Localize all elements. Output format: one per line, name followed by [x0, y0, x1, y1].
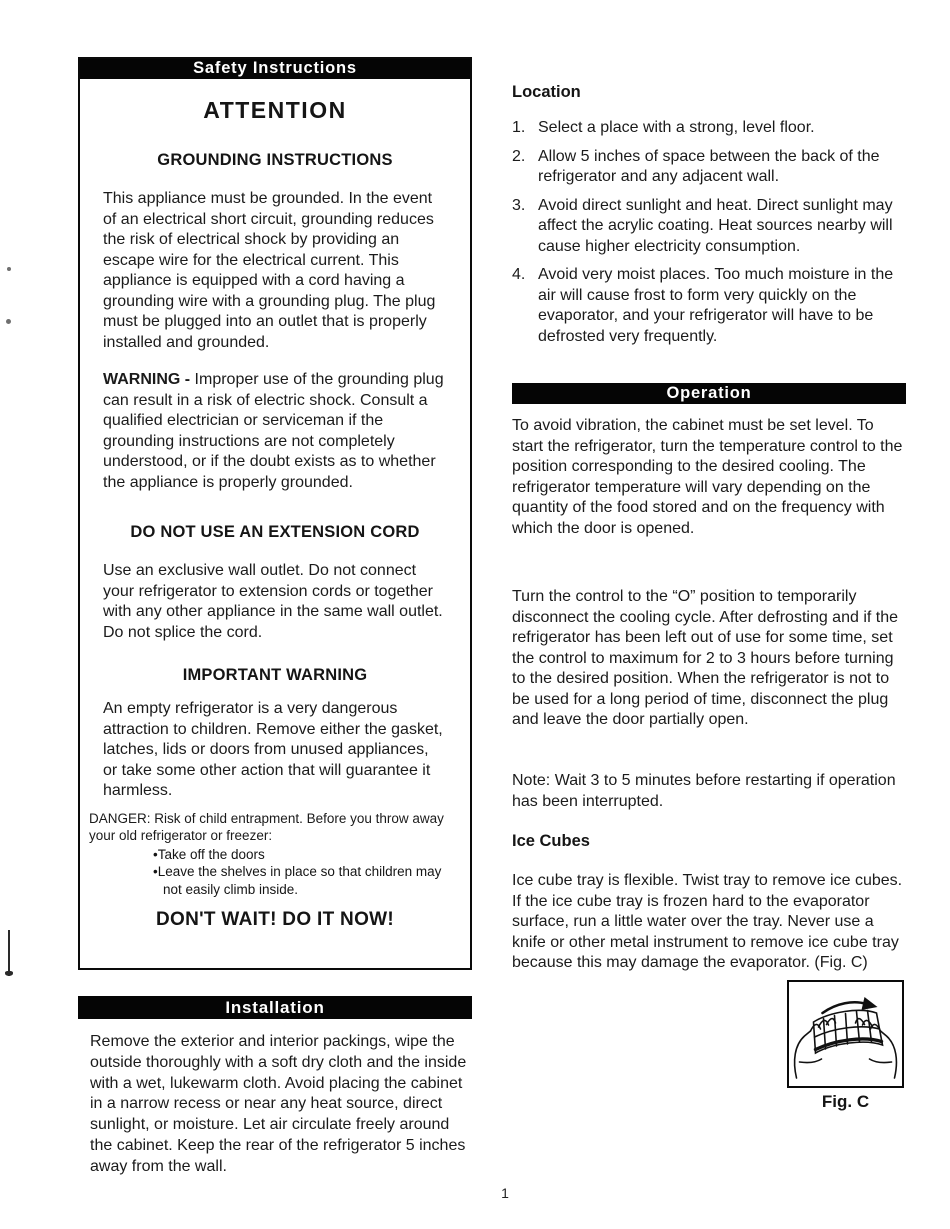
ice-cubes-paragraph: Ice cube tray is flexible. Twist tray to remove ice cubes. If the ice cube tray is frozen hard to the evaporator surface, run a little water over the tray. Never use a knife or other metal instrument to remove ice cube tray because this may damage the evaporator. (Fig. C) [512, 872, 903, 971]
danger-bullet-item: • Leave the shelves in place so that children may not easily climb inside. [153, 863, 462, 898]
figure-c-caption: Fig. C [821, 1092, 870, 1111]
operation-paragraph-2: Turn the control to the “O” position to temporarily disconnect the cooling cycle. After defrosting and if the refrigerator has been left out of use for some time, set the control to maximum for 2 to 3 hours before turning to the desired position. When the refrigerator is not to be used for a long period of time, disconnect the plug and leave the door partially open. [512, 588, 899, 728]
location-item-text: Allow 5 inches of space between the back of the refrigerator and any adjacent wall. [538, 147, 880, 185]
location-item-text: Avoid direct sunlight and heat. Direct sunlight may affect the acrylic coating. Heat sources nearby will cause higher electricity consumption. [538, 196, 893, 255]
location-item-number: 1. [512, 119, 526, 136]
location-item-number: 2. [512, 147, 526, 165]
important-warning-paragraph: An empty refrigerator is a very dangerous attraction to children. Remove either the gasket, latches, lids or doors from unused appliances, or take some other action that will guarantee it harmless. [103, 700, 443, 799]
operation-header: Operation [512, 383, 906, 404]
location-item [512, 196, 906, 258]
ice-tray-twist-illustration [789, 982, 902, 1086]
warning-label: WARNING - [103, 371, 195, 388]
location-list [512, 110, 906, 347]
location-item [512, 118, 906, 139]
warning-paragraph [103, 370, 444, 493]
attention-title: ATTENTION [203, 97, 347, 123]
left-column [78, 57, 472, 1178]
installation-header: Installation [78, 996, 472, 1019]
scan-artifact-dot [7, 267, 11, 271]
danger-bullet-item: • Take off the doors [153, 846, 462, 864]
ice-cubes-heading: Ice Cubes [512, 832, 590, 850]
page-number: 1 [501, 1185, 509, 1201]
warning-text: Improper use of the grounding plug can result in a risk of electric shock. Consult a qualified electrician or serviceman if the grounding instructions are not completely understood, or if the doubt exists as to whether the appliance is properly grounded. [103, 371, 444, 491]
figure-c-box [787, 980, 904, 1088]
scan-artifact-dot [6, 319, 11, 324]
danger-paragraph: DANGER: Risk of child entrapment. Before you throw away your old refrigerator or freezer: [89, 810, 444, 843]
location-item-number: 3. [512, 196, 526, 214]
location-item [512, 147, 906, 188]
extension-cord-heading: DO NOT USE AN EXTENSION CORD [130, 523, 420, 541]
operation-paragraph-1: To avoid vibration, the cabinet must be set level. To start the refrigerator, turn the temperature control to the position corresponding to the desired cooling. The refrigerator temperature will vary depending on the quantity of the food stored and on the frequency with which the door is opened. [512, 417, 903, 537]
location-item-text: Select a place with a strong, level floor. [538, 119, 815, 136]
important-warning-heading: IMPORTANT WARNING [182, 666, 368, 684]
grounding-paragraph: This appliance must be grounded. In the event of an electrical short circuit, grounding reduces the risk of electrical shock by providing an escape wire for the electrical current. This appliance is equipped with a cord having a grounding wire with a grounding plug. The plug must be plugged into an outlet that is properly installed and grounded. [103, 190, 436, 351]
scan-artifact-pen-mark [8, 930, 10, 976]
dont-wait-closing: DON'T WAIT! DO IT NOW! [155, 909, 395, 930]
location-item [512, 265, 906, 347]
safety-instructions-header: Safety Instructions [79, 58, 471, 79]
safety-instructions-box [78, 57, 472, 970]
installation-paragraph: Remove the exterior and interior packings, wipe the outside thoroughly with a soft dry cloth and the inside with a wet, lukewarm cloth. Avoid placing the cabinet in a narrow recess or near any heat source, direct sunlight, or moisture. Let air circulate freely around the cabinet. Keep the rear of the refrigerator 5 inches away from the wall. [90, 1033, 467, 1175]
operation-note: Note: Wait 3 to 5 minutes before restarting if operation has been interrupted. [512, 772, 896, 810]
location-item-text: Avoid very moist places. Too much moisture in the air will cause frost to form very quickly on the evaporator, and your refrigerator will have to be defrosted very frequently. [538, 266, 894, 345]
location-heading: Location [512, 83, 581, 101]
location-item-number: 4. [512, 266, 526, 283]
extension-cord-paragraph: Use an exclusive wall outlet. Do not connect your refrigerator to extension cords or together with any other appliance in the same wall outlet. Do not splice the cord. [103, 562, 443, 641]
danger-bullet-list [153, 846, 462, 899]
grounding-instructions-heading: GROUNDING INSTRUCTIONS [157, 151, 393, 169]
